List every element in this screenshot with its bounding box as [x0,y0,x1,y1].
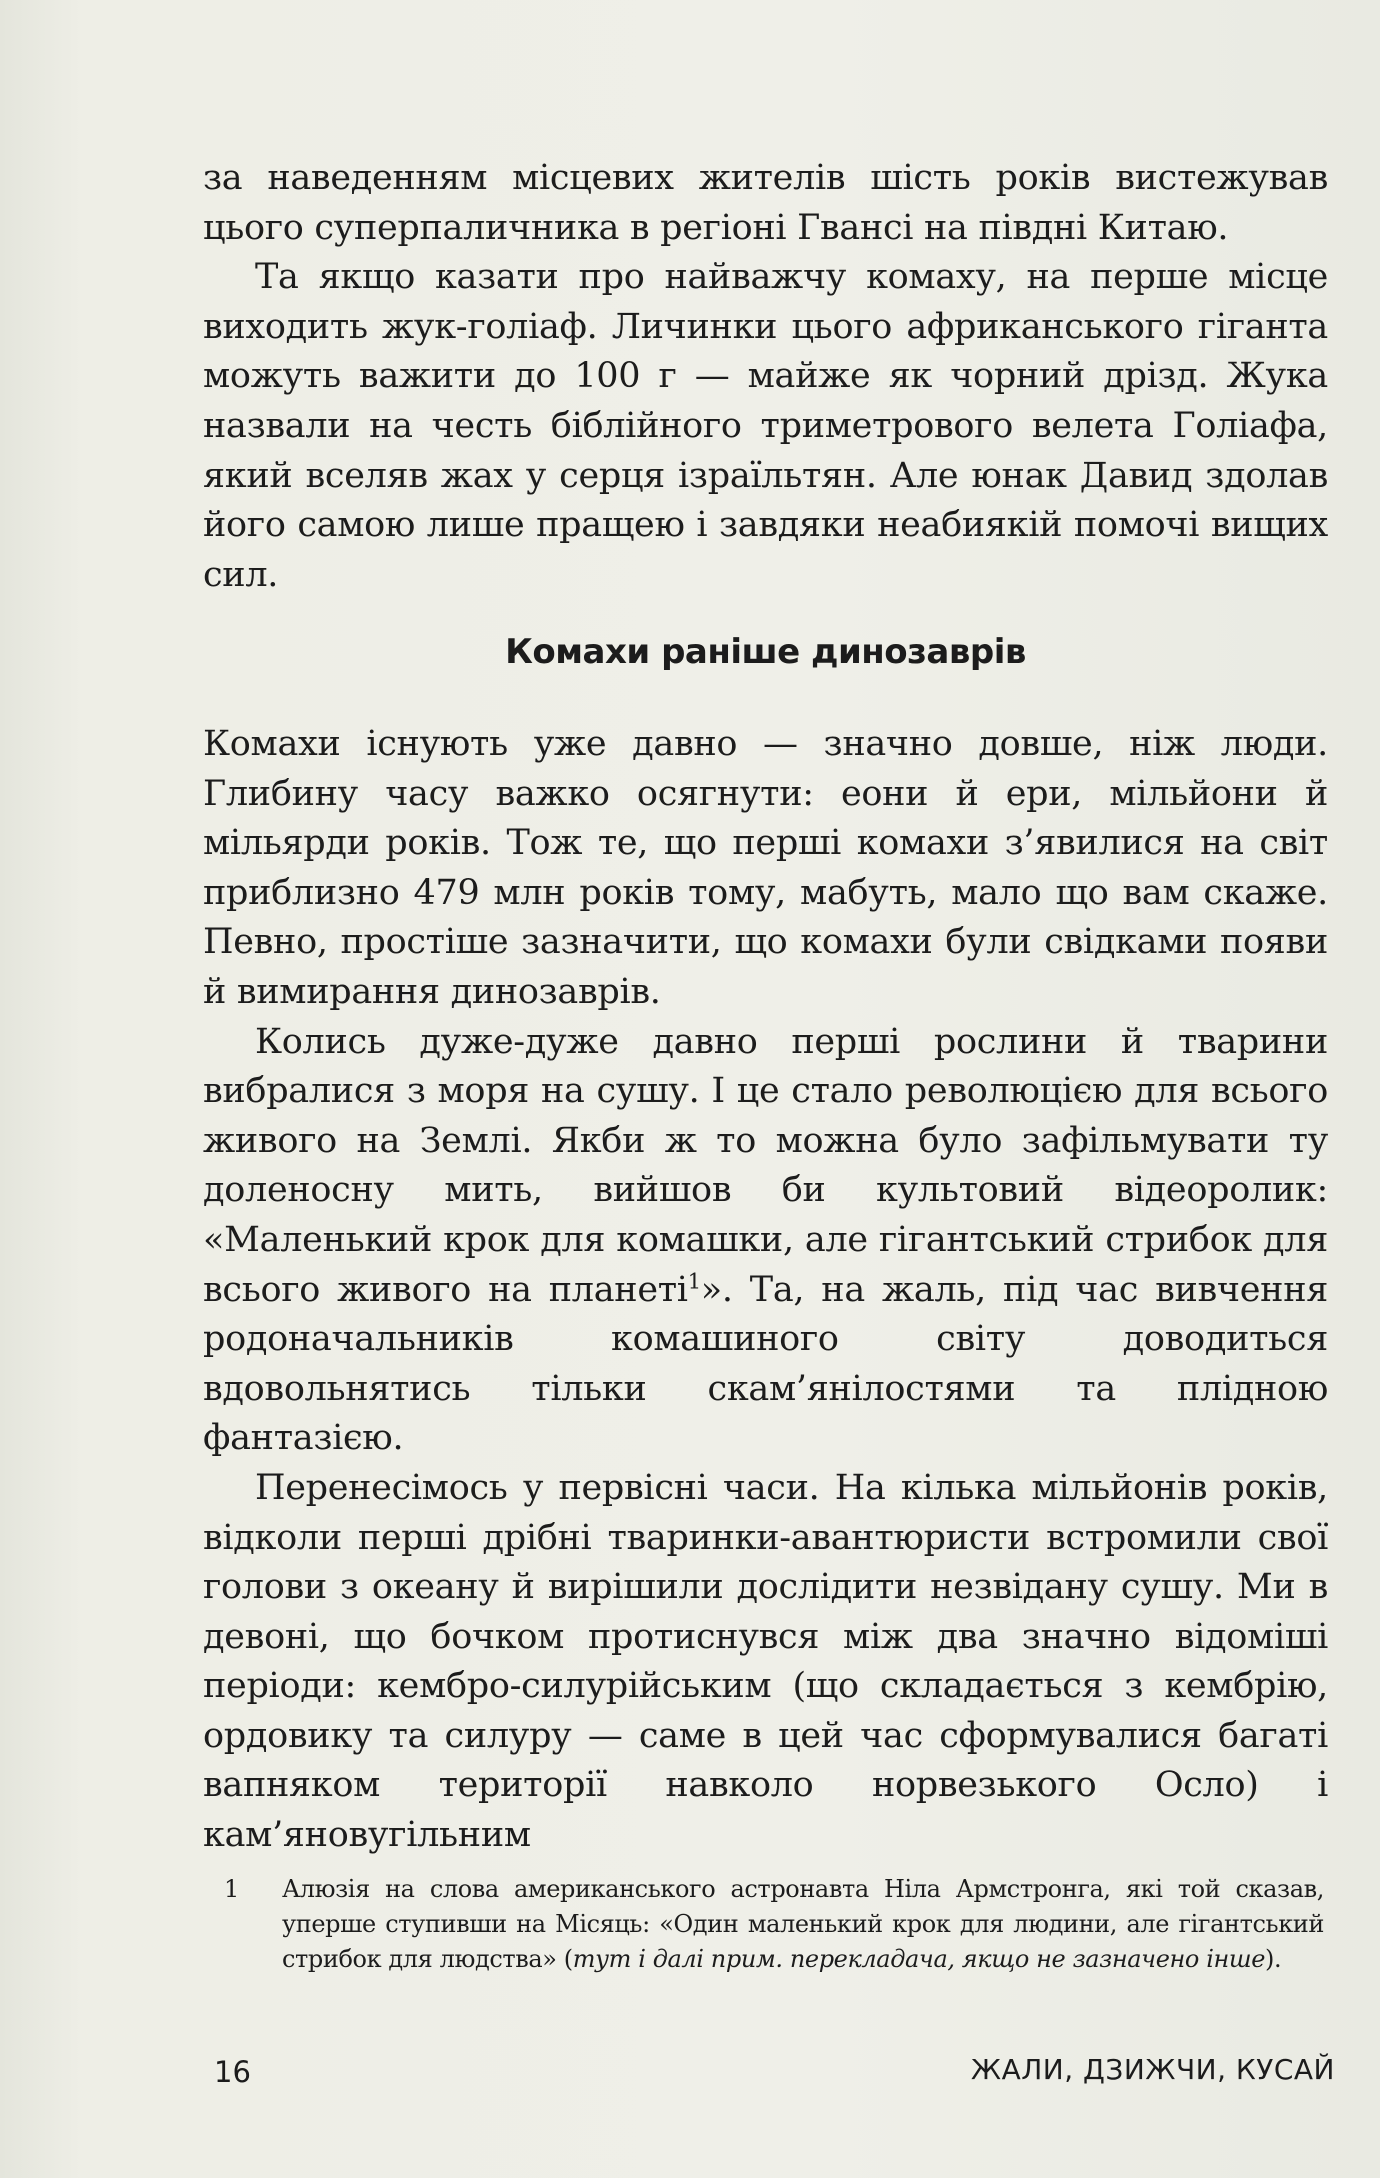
body-text-top [203,154,1328,600]
section-heading: Комахи раніше динозаврів [505,632,1026,672]
footnote-body: Алюзія на слова американського астронавта Ніла Армстронга, які той сказав, уперше ступивши на Місяць: «Один маленький крок для людини, але гігантський стрибок для людства» ( [282,1875,1324,1973]
running-head: ЖАЛИ, ДЗИЖЧИ, КУСАЙ [970,2053,1335,2086]
paragraph: Комахи існують уже давно — значно довше, ніж люди. Глибину часу важко осягнути: еони й ери, мільйони й мільярди років. Тож те, що перші комахи з’явилися на світ приблизно 479 млн років тому, мабуть, мало що вам скаже. Певно, простіше зазначити, що комахи були свідками появи й вимирання динозаврів. [203,724,1328,1012]
footnote-italic: тут і далі прим. перекладача, якщо не зазначено інше [572,1945,1266,1973]
footnote-reference: 1 [687,1268,701,1293]
body-text-section [203,720,1328,1861]
paragraph: за наведенням місцевих жителів шість років вистежував цього суперпаличника в регіоні Гвансі на півдні Китаю. [203,158,1328,248]
paragraph: Перенесімось у первісні часи. На кілька мільйонів років, відколи перші дрібні тваринки-авантюристи встромили свої голови з океану й вирішили дослідити незвідану сушу. Ми в девоні, що бочком протиснувся між два значно відоміші періоди: кембро-силурійським (що складається з кембрію, ордовику та силуру — саме в цей час сформувалися багаті вапняком території навколо норвезького Осло) і кам’яновугільним [203,1467,1328,1856]
paragraph-text: ». Та, на жаль, під час вивчення родоначальників комашиного світу доводиться вдовольнятись тільки скам’янілостями та плідною фантазією. [203,1269,1328,1459]
footnote-text [282,1872,1324,1977]
footnote [224,1872,1324,1977]
paragraph [203,1018,1328,1464]
paragraph: Та якщо казати про найважчу комаху, на перше місце виходить жук-голіаф. Личинки цього африканського гіганта можуть важити до 100 г — майже як чорний дрізд. Жука назвали на честь біблійного триметрового велета Голіафа, який вселяв жах у серця ізраїльтян. Але юнак Давид здолав його самою лише пращею і завдяки неабиякій помочі вищих сил. [203,257,1328,595]
paragraph-text: Колись дуже-дуже давно перші рослини й тварини вибралися з моря на сушу. І це стало революцією для всього живого на Землі. Якби ж то можна було зафільмувати ту доленосну мить, вийшов би культовий відеоролик: «Маленький крок для комашки, але гігантський стрибок для всього живого на планеті [203,1021,1328,1310]
page-number: 16 [214,2055,251,2089]
footnote-end: ). [1265,1945,1282,1973]
footnote-number: 1 [224,1875,239,1903]
